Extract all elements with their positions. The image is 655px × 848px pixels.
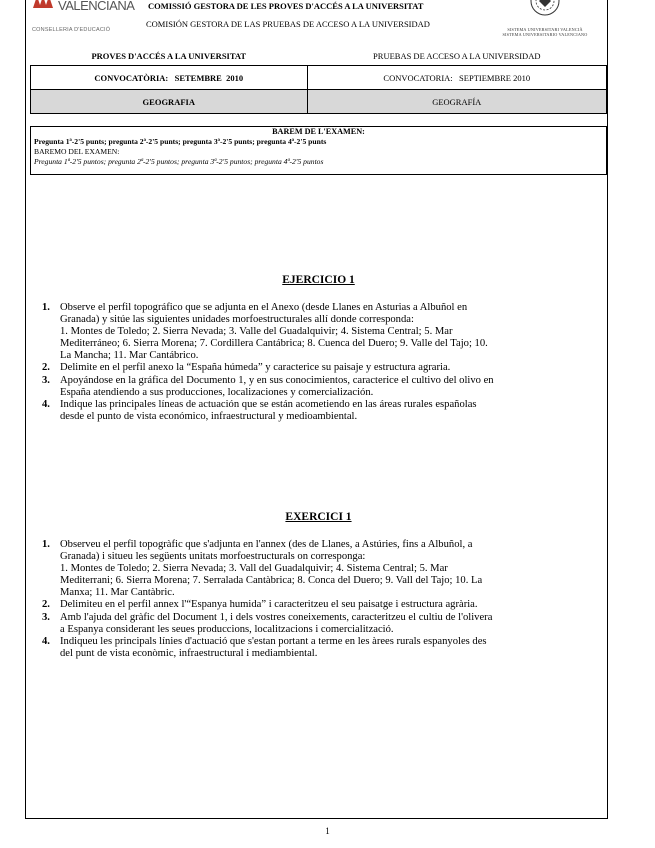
generalitat-emblem-icon bbox=[32, 0, 54, 14]
commission-title-ca: COMISSIÓ GESTORA DE LES PROVES D'ACCÉS A LA UNIVERSITAT bbox=[148, 1, 424, 11]
exam-name-es: PRUEBAS DE ACCESO A LA UNIVERSIDAD bbox=[307, 47, 606, 66]
generalitat-logo bbox=[30, 0, 135, 36]
logo-name: VALENCIANA bbox=[58, 0, 135, 13]
exercise-list-es bbox=[42, 302, 592, 423]
item-number: 2. bbox=[42, 362, 50, 374]
exercise-item bbox=[42, 539, 592, 599]
item-number: 1. bbox=[42, 302, 50, 313]
exercise-item bbox=[42, 636, 592, 660]
item-line: Mediterrani; 6. Sierra Morena; 7. Serralada Cantàbrica; 8. Conca del Duero; 9. Vall del Tajo; 10. La bbox=[60, 575, 483, 587]
exam-name-ca: PROVES D'ACCÉS A LA UNIVERSITAT bbox=[31, 47, 308, 66]
scoring-line-ca: Pregunta 1ª-2'5 punts; pregunta 2ª-2'5 punts; pregunta 3ª-2'5 punts; pregunta 4ª-2'5 punts bbox=[34, 137, 327, 146]
item-number: 3. bbox=[42, 374, 50, 386]
item-line: desde el punto de vista económico, infraestructural y medioambiental. bbox=[60, 410, 358, 422]
call-es: CONVOCATORIA: SEPTIEMBRE 2010 bbox=[307, 66, 606, 90]
caption-line-ca: SISTEMA UNIVERSITARI VALENCIÀ bbox=[507, 27, 583, 32]
item-line: Amb l'ajuda del gràfic del Document 1, i dels vostres coneixements, caracteritzeu el cultiu de l'olivera bbox=[60, 611, 493, 623]
item-line: del punt de vista econòmic, infraestructural i mediambiental. bbox=[60, 647, 318, 659]
scoring-title-ca: BAREM DE L'EXAMEN: bbox=[272, 127, 365, 136]
logo-subtitle: CONSELLERIA D'EDUCACIÓ bbox=[32, 27, 111, 33]
call-ca: CONVOCATÒRIA: SETEMBRE 2010 bbox=[31, 66, 308, 90]
exercise-title-es: EJERCICIO 1 bbox=[282, 274, 355, 286]
university-seal-icon bbox=[530, 0, 560, 16]
exercise-item bbox=[42, 612, 592, 636]
page-number: 1 bbox=[325, 826, 330, 836]
scoring-line-es: Pregunta 1ª-2'5 puntos; pregunta 2ª-2'5 puntos; pregunta 3ª-2'5 puntos; pregunta 4ª-2'5 puntos bbox=[34, 157, 324, 166]
scoring-box bbox=[30, 126, 607, 175]
item-line: 1. Montes de Toledo; 2. Sierra Nevada; 3. Vall del Guadalquivir; 4. Sistema Central; 5. Mar bbox=[60, 563, 448, 575]
scoring-title-es: BAREMO DEL EXAMEN: bbox=[34, 147, 120, 156]
subject-ca: GEOGRAFIA bbox=[31, 90, 308, 114]
item-line: Indique las principales líneas de actuación que se están acometiendo en las áreas rurales españolas bbox=[60, 398, 477, 410]
item-line: Indiqueu les principals línies d'actuació que s'estan portant a terme en les àrees rurals espanyoles des bbox=[60, 635, 487, 647]
item-line: a Espanya considerant les seues produccions, localitzacions i comercialització. bbox=[60, 623, 394, 635]
item-number: 1. bbox=[42, 539, 50, 550]
exercise-item bbox=[42, 362, 592, 374]
item-number: 3. bbox=[42, 611, 50, 623]
item-line: España atendiendo a sus producciones, localizaciones y comercialización. bbox=[60, 386, 374, 398]
item-number: 4. bbox=[42, 398, 50, 410]
caption-line-es: SISTEMA UNIVERSITARIO VALENCIANO bbox=[502, 32, 588, 37]
item-line: Granada) y sitúe las siguientes unidades morfoestructurales allí donde corresponda: bbox=[60, 314, 414, 326]
exercise-item bbox=[42, 599, 592, 611]
item-line: Apoyándose en la gráfica del Documento 1, y en sus conocimientos, caracterice el cultivo del olivo en bbox=[60, 374, 494, 386]
item-number: 4. bbox=[42, 635, 50, 647]
exam-info-table bbox=[30, 47, 607, 114]
item-line: Delimiteu en el perfil annex l'“Espanya humida” i caracteritzeu el seu paisatge i estructura agrària. bbox=[60, 599, 478, 611]
university-system-logo bbox=[486, 0, 604, 40]
item-line: 1. Montes de Toledo; 2. Sierra Nevada; 3. Valle del Guadalquivir; 4. Sistema Central; 5. Mar bbox=[60, 326, 453, 338]
item-number: 2. bbox=[42, 599, 50, 611]
item-line: La Mancha; 11. Mar Cantábrico. bbox=[60, 350, 199, 362]
exercise-item bbox=[42, 399, 592, 423]
item-line: Manxa; 11. Mar Cantàbric. bbox=[60, 587, 175, 599]
commission-title-es: COMISIÓN GESTORA DE LAS PRUEBAS DE ACCESO A LA UNIVERSIDAD bbox=[146, 19, 430, 29]
exercise-title-ca: EXERCICI 1 bbox=[285, 511, 352, 523]
subject-es: GEOGRAFÍA bbox=[307, 90, 606, 114]
item-line: Observe el perfil topográfico que se adjunta en el Anexo (desde Llanes en Asturias a Albuñol en bbox=[60, 302, 468, 313]
item-line: Granada) i situeu les següents unitats morfoestructurals on corresponga: bbox=[60, 551, 366, 563]
exercise-item bbox=[42, 302, 592, 362]
exercise-list-ca bbox=[42, 539, 592, 660]
university-system-caption bbox=[486, 27, 604, 37]
item-line: Observeu el perfil topogràfic que s'adjunta en l'annex (des de Llanes, a Astúries, fins a Albuñol, a bbox=[60, 539, 473, 550]
exercise-item bbox=[42, 375, 592, 399]
item-line: Mediterráneo; 6. Sierra Morena; 7. Cordillera Cantábrica; 8. Cuenca del Duero; 9. Valle del Tajo; 10. bbox=[60, 338, 488, 350]
item-line: Delimite en el perfil anexo la “España húmeda” y caracterice su paisaje y estructura agraria. bbox=[60, 362, 451, 374]
